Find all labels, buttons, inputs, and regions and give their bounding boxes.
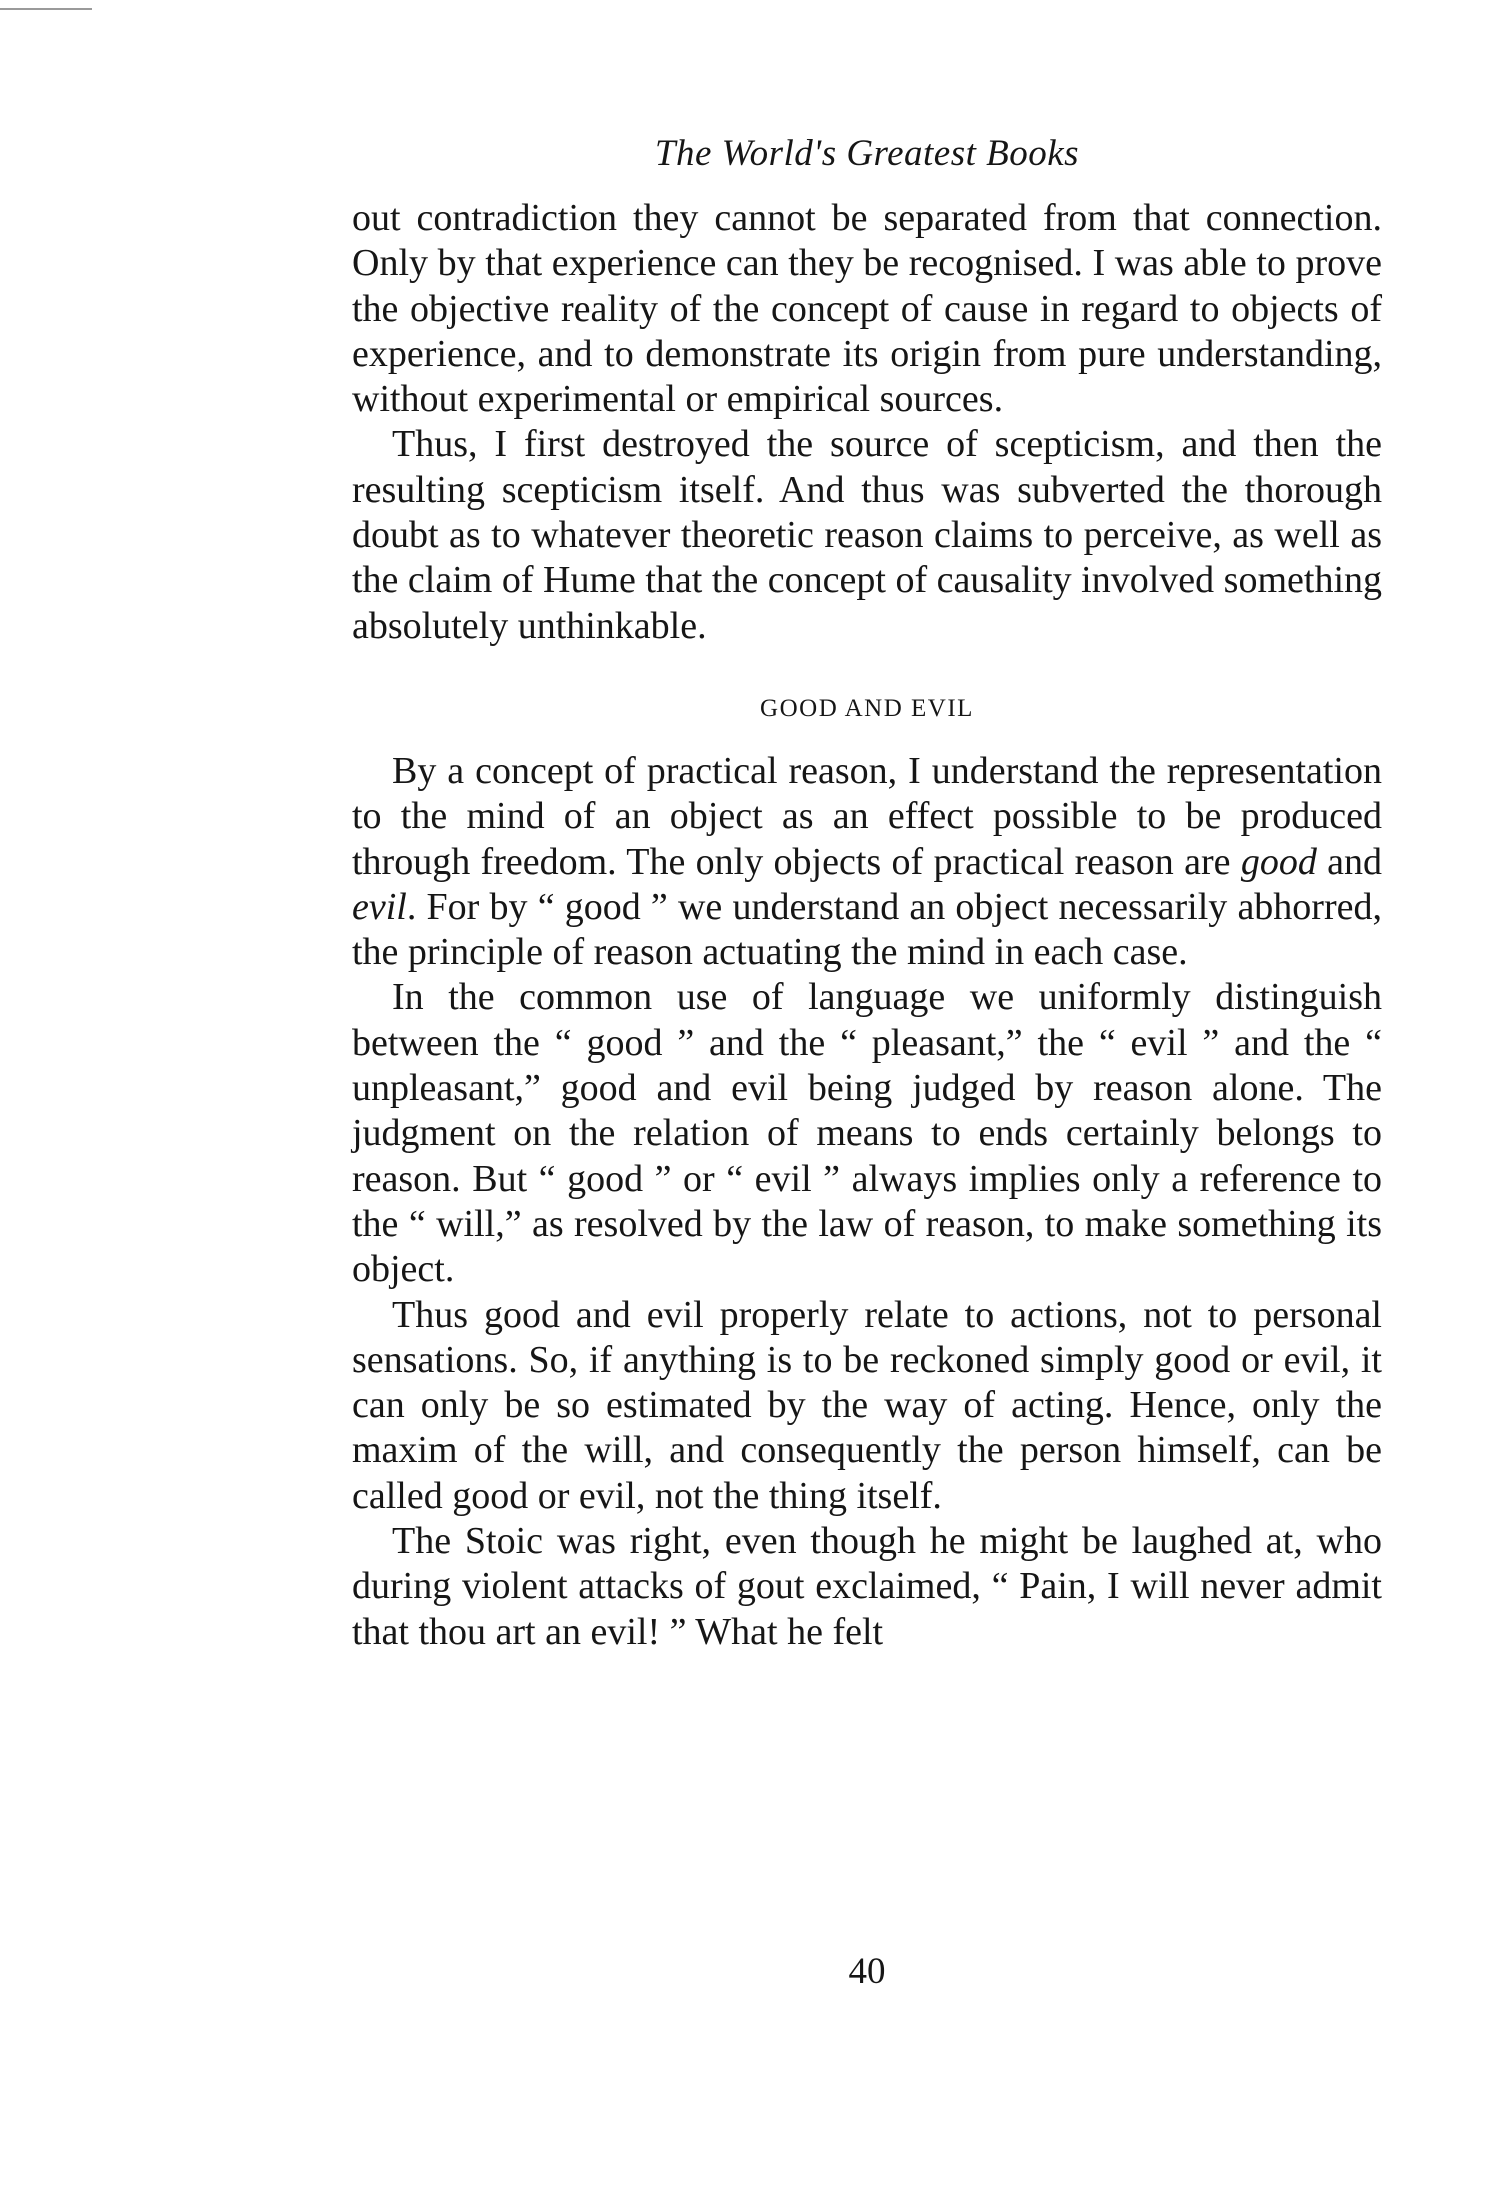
paragraph-continuation: out contradiction they cannot be separated from that connection. Only by that experience can they be recognised. I was able to prove the objective reality of the concept of cause in regard to objects of experience, and to demonstrate its origin from pure understanding, without experimental or empirical sources. <box>352 197 1382 421</box>
scan-edge-mark <box>0 8 92 10</box>
emphasis-evil: evil <box>352 885 407 928</box>
page-number: 40 <box>848 1951 886 1992</box>
page-body <box>352 196 1382 1655</box>
paragraph-stoic: The Stoic was right, even though he might be laughed at, who during violent attacks of gout exclaimed, “ Pain, I will never admit that thou art an evil! ” What he felt <box>352 1520 1382 1653</box>
paragraph-actions: Thus good and evil properly relate to actions, not to personal sensations. So, if anything is to be reckoned simply good or evil, it can only be so estimated by the way of acting. Hence, only the maxim of the will, and consequently the person himself, can be called good or evil, not the thing itself. <box>352 1293 1382 1517</box>
paragraph-text-part: and <box>1316 840 1383 883</box>
running-header: The World's Greatest Books <box>654 133 1080 174</box>
paragraph-common-language: In the common use of language we uniformly distinguish between the “ good ” and the “ pleasant,” the “ evil ” and the “ unpleasant,” good and evil being judged by reason alone. The judgment on the relation of means to ends certainly belongs to reason. But “ good ” or “ evil ” always implies only a reference to the “ will,” as resolved by the law of reason, to make something its object. <box>352 976 1382 1291</box>
paragraph-practical-reason <box>352 749 1382 975</box>
paragraph-text-part: By a concept of practical reason, I understand the representation to the mind of an object as an effect possible to be produced through freedom. The only objects of practical reason are <box>352 749 1382 883</box>
paragraph-scepticism: Thus, I first destroyed the source of scepticism, and then the resulting scepticism itself. And thus was subverted the thorough doubt as to whatever theoretic reason claims to perceive, as well as the claim of Hume that the concept of causality involved something absolutely unthinkable. <box>352 423 1382 647</box>
emphasis-good: good <box>1240 840 1317 883</box>
section-heading-good-and-evil: GOOD AND EVIL <box>760 694 974 722</box>
paragraph-text-part: . For by “ good ” we understand an object necessarily abhorred, the principle of reason actuating the mind in each case. <box>352 885 1382 974</box>
